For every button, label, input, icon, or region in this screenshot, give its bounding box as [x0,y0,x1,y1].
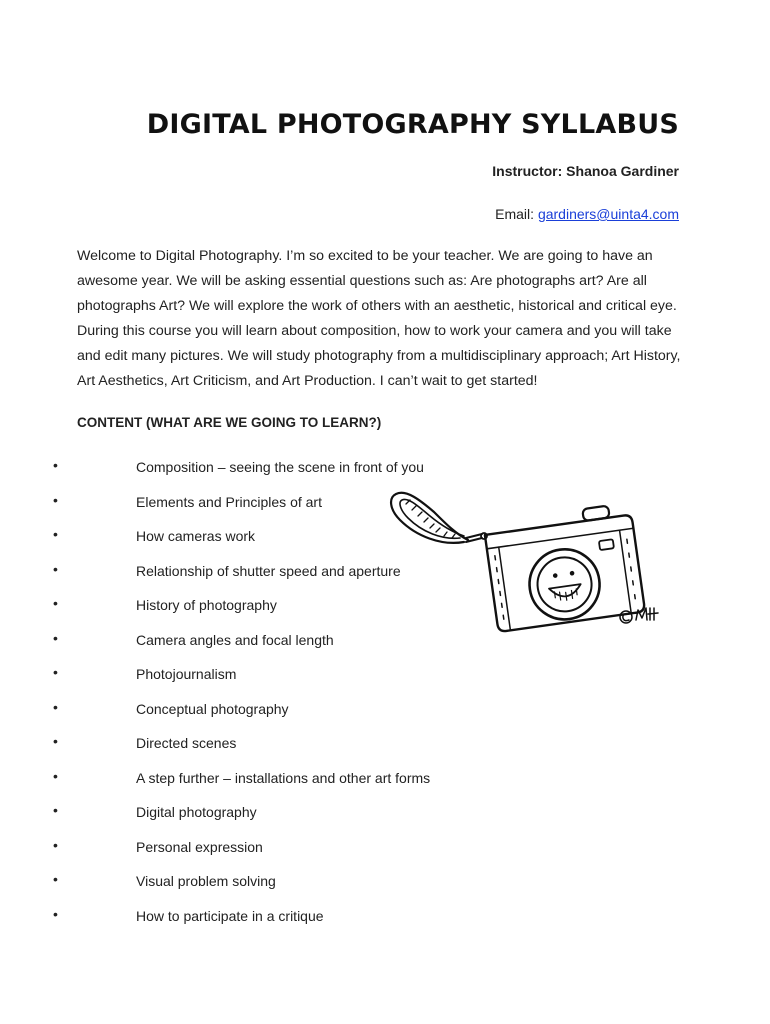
bullet-marker: • [53,733,58,749]
bullet-marker: • [53,767,58,784]
list-item [0,800,770,835]
list-item [0,904,770,939]
bullet-marker: • [53,871,58,887]
list-item [0,662,770,697]
email-line [495,206,679,222]
list-item [0,835,770,870]
list-item-label: How cameras work [136,528,256,544]
email-link[interactable]: gardiners@uinta4.com [537,206,679,222]
camera-icon [386,486,668,636]
bullet-marker: • [53,802,58,818]
list-item-label: Conceptual photography [136,700,289,717]
list-item-label: How to participate in a critique [136,907,324,924]
list-item [0,731,770,766]
list-item-label: Visual problem solving [136,873,276,889]
bullet-marker: • [53,526,58,542]
list-item-label: Elements and Principles of art [136,493,322,510]
bullet-marker: • [53,836,58,853]
list-item-label: Composition – seeing the scene in front of you [136,459,424,475]
list-item [0,869,770,904]
bullet-marker: • [53,629,58,646]
list-item-label: Photojournalism [136,666,237,682]
list-item-label: Relationship of shutter speed and aperture [136,562,401,579]
list-item [0,766,770,801]
list-item-label: History of photography [136,597,277,613]
intro-paragraph: Welcome to Digital Photography. I’m so excited to be your teacher. We are going to have an awesome year. We will be asking essential questions such as: Are photographs art? Are all photographs Art? We will explore the work of others with an aesthetic, historical and critical eye. During this course you will learn about composition, how to work your camera and you will take and edit many pictures. We will study photography from a multidisciplinary approach; Art History, Art Aesthetics, Art Criticism, and Art Production. I can’t wait to get started! [77,248,681,389]
bullet-marker: • [53,595,58,611]
email-label: Email: [495,206,538,222]
list-item-label: A step further – installations and other art forms [136,769,431,786]
bullet-marker: • [53,560,58,577]
list-item [0,455,770,490]
list-item [0,697,770,732]
list-item-label: Camera angles and focal length [136,631,334,648]
bullet-marker: • [53,698,58,715]
list-item-label: Digital photography [136,804,257,820]
list-item-label: Directed scenes [136,735,237,751]
bullet-marker: • [53,491,58,508]
content-heading: CONTENT (WHAT ARE WE GOING TO LEARN?) [77,415,382,430]
bullet-marker: • [53,457,58,473]
bullet-marker: • [53,905,58,922]
instructor-name: Instructor: Shanoa Gardiner [492,163,679,179]
bullet-marker: • [53,664,58,680]
list-item-label: Personal expression [136,838,263,855]
page-title: DIGITAL PHOTOGRAPHY SYLLABUS [146,109,679,140]
